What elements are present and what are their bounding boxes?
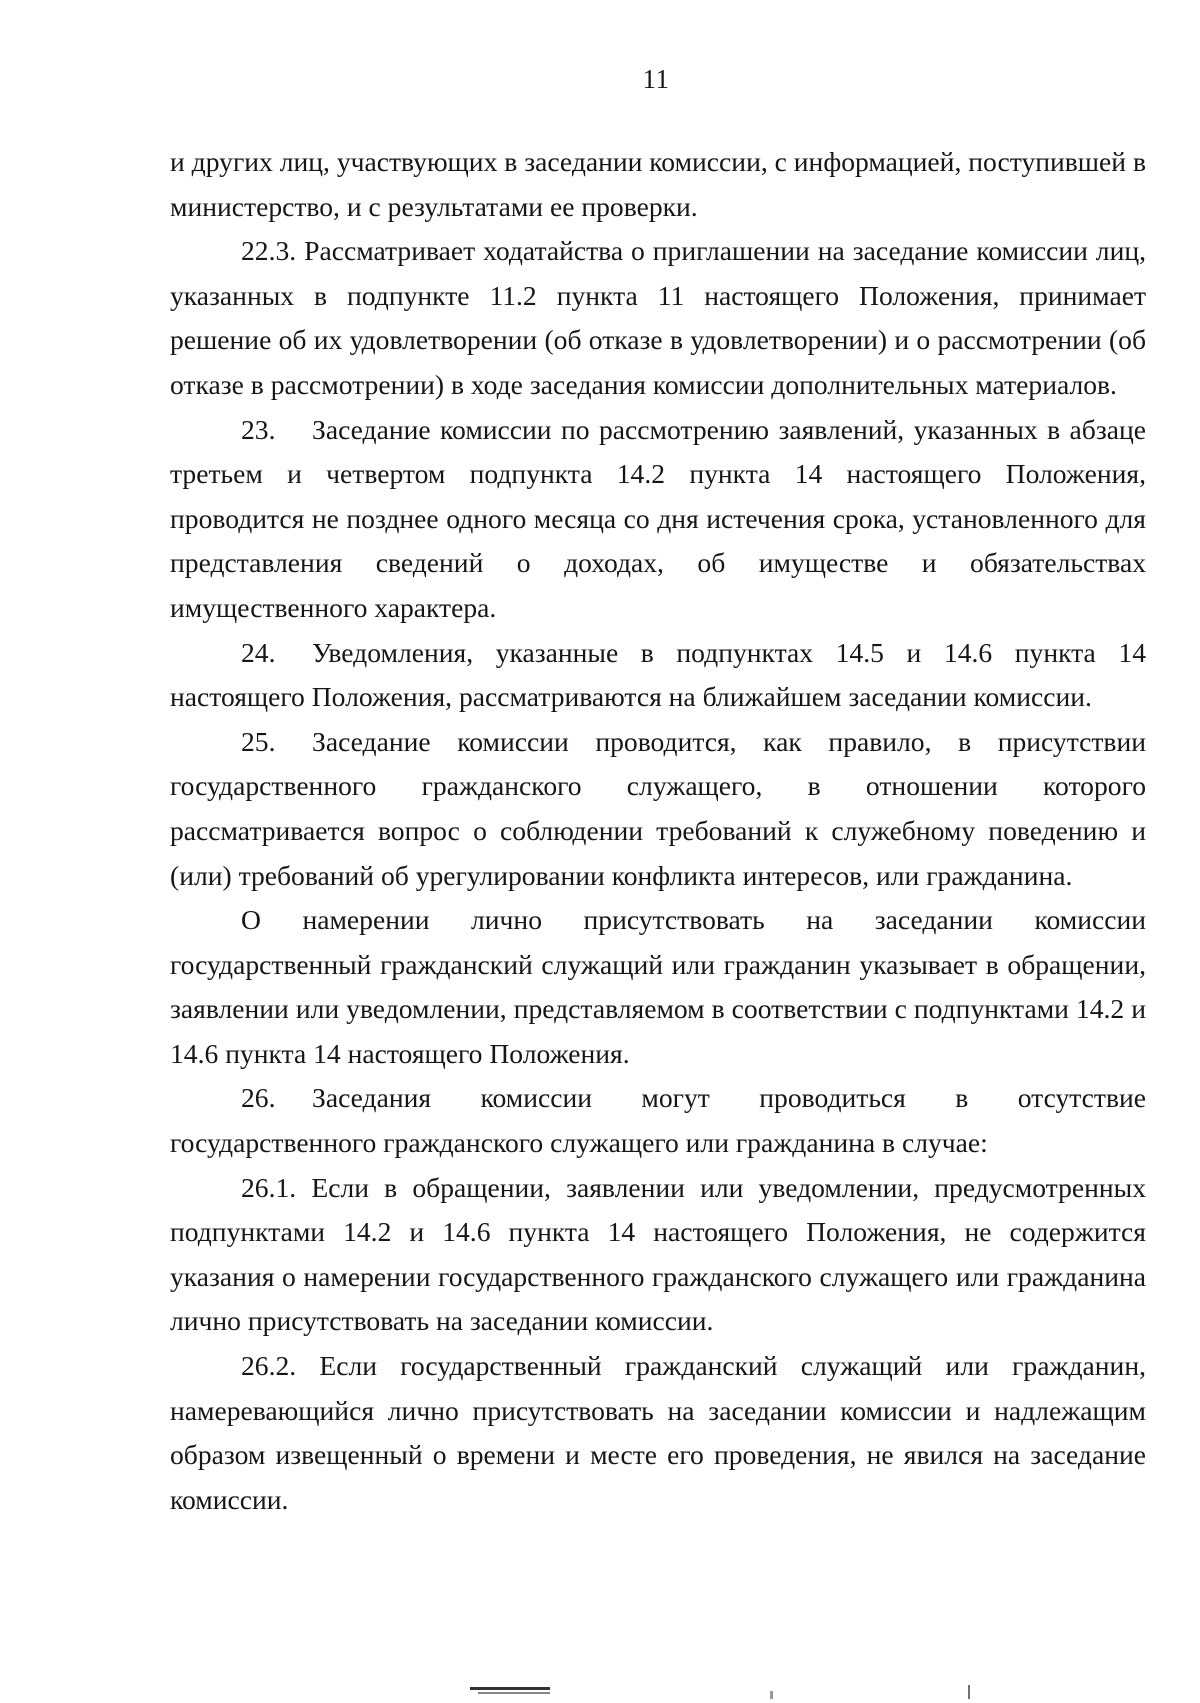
paragraph-23 — [170, 408, 1146, 631]
paragraph-text: Заседание комиссии проводится, как правило, в присутствии государственного гражданского служащего, в отношении которого рассматривается вопрос о соблюдении требований к служебному поведению и (или) требований об урегулировании конфликта интересов, или гражданина. — [170, 725, 1146, 891]
paragraph-text: Уведомления, указанные в подпунктах 14.5 и 14.6 пункта 14 настоящего Положения, рассматриваются на ближайшем заседании комиссии. — [170, 636, 1146, 713]
paragraph-text: 22.3. Рассматривает ходатайства о приглашении на заседание комиссии лиц, указанных в подпункте 11.2 пункта 11 настоящего Положения, принимает решение об их удовлетворении (об отказе в удовлетворении) и о рассмотрении (об отказе в рассмотрении) в ходе заседания комиссии дополнительных материалов. — [170, 235, 1146, 400]
paragraph-22-3 — [170, 229, 1146, 407]
paragraph-text: 26.2. Если государственный гражданский служащий или гражданин, намеревающийся лично присутствовать на заседании комиссии и надлежащим образом извещенный о времени и месте его проведения, не явился на заседание комиссии. — [170, 1350, 1146, 1515]
paragraph-continuation — [170, 140, 1146, 229]
paragraph-text: Заседание комиссии по рассмотрению заявлений, указанных в абзаце третьем и четвертом подпункта 14.2 пункта 14 настоящего Положения, проводится не позднее одного месяца со дня истечения срока, установленного для представления сведений о доходах, об имуществе и обязательствах имущественного характера. — [170, 413, 1146, 623]
paragraph-text: и других лиц, участвующих в заседании комиссии, с информацией, поступившей в министерство, и с результатами ее проверки. — [170, 146, 1146, 222]
paragraph-number: 25. — [241, 725, 276, 757]
scan-mark — [470, 1687, 550, 1690]
paragraph-text: 26.1. Если в обращении, заявлении или уведомлении, предусмотренных подпунктами 14.2 и 14.6 пункта 14 настоящего Положения, не содержится указания о намерении государственного гражданского служащего или гражданина лично присутствовать на заседании комиссии. — [170, 1171, 1146, 1337]
paragraph-24 — [170, 631, 1146, 720]
paragraph-26-1 — [170, 1166, 1146, 1344]
paragraph-26 — [170, 1076, 1146, 1165]
paragraph-number: 26. — [241, 1082, 276, 1114]
paragraph-26-2 — [170, 1344, 1146, 1522]
document-body — [170, 140, 1146, 1522]
paragraph-text: О намерении лично присутствовать на заседании комиссии государственный гражданский служащий или гражданин указывает в обращении, заявлении или уведомлении, представляемом в соответствии с подпунктами 14.2 и 14.6 пункта 14 настоящего Положения. — [170, 904, 1146, 1069]
paragraph-25 — [170, 720, 1146, 898]
paragraph-text: Заседания комиссии могут проводиться в отсутствие государственного гражданского служащего или гражданина в случае: — [170, 1082, 1146, 1159]
paragraph-number: 24. — [241, 636, 276, 668]
scan-mark — [968, 1685, 970, 1699]
paragraph-25-intent — [170, 898, 1146, 1076]
paragraph-number: 23. — [241, 413, 276, 445]
scan-mark — [770, 1691, 773, 1699]
scan-mark — [478, 1692, 550, 1694]
scan-artifacts — [0, 1680, 1200, 1703]
page-number: 11 — [642, 64, 670, 94]
